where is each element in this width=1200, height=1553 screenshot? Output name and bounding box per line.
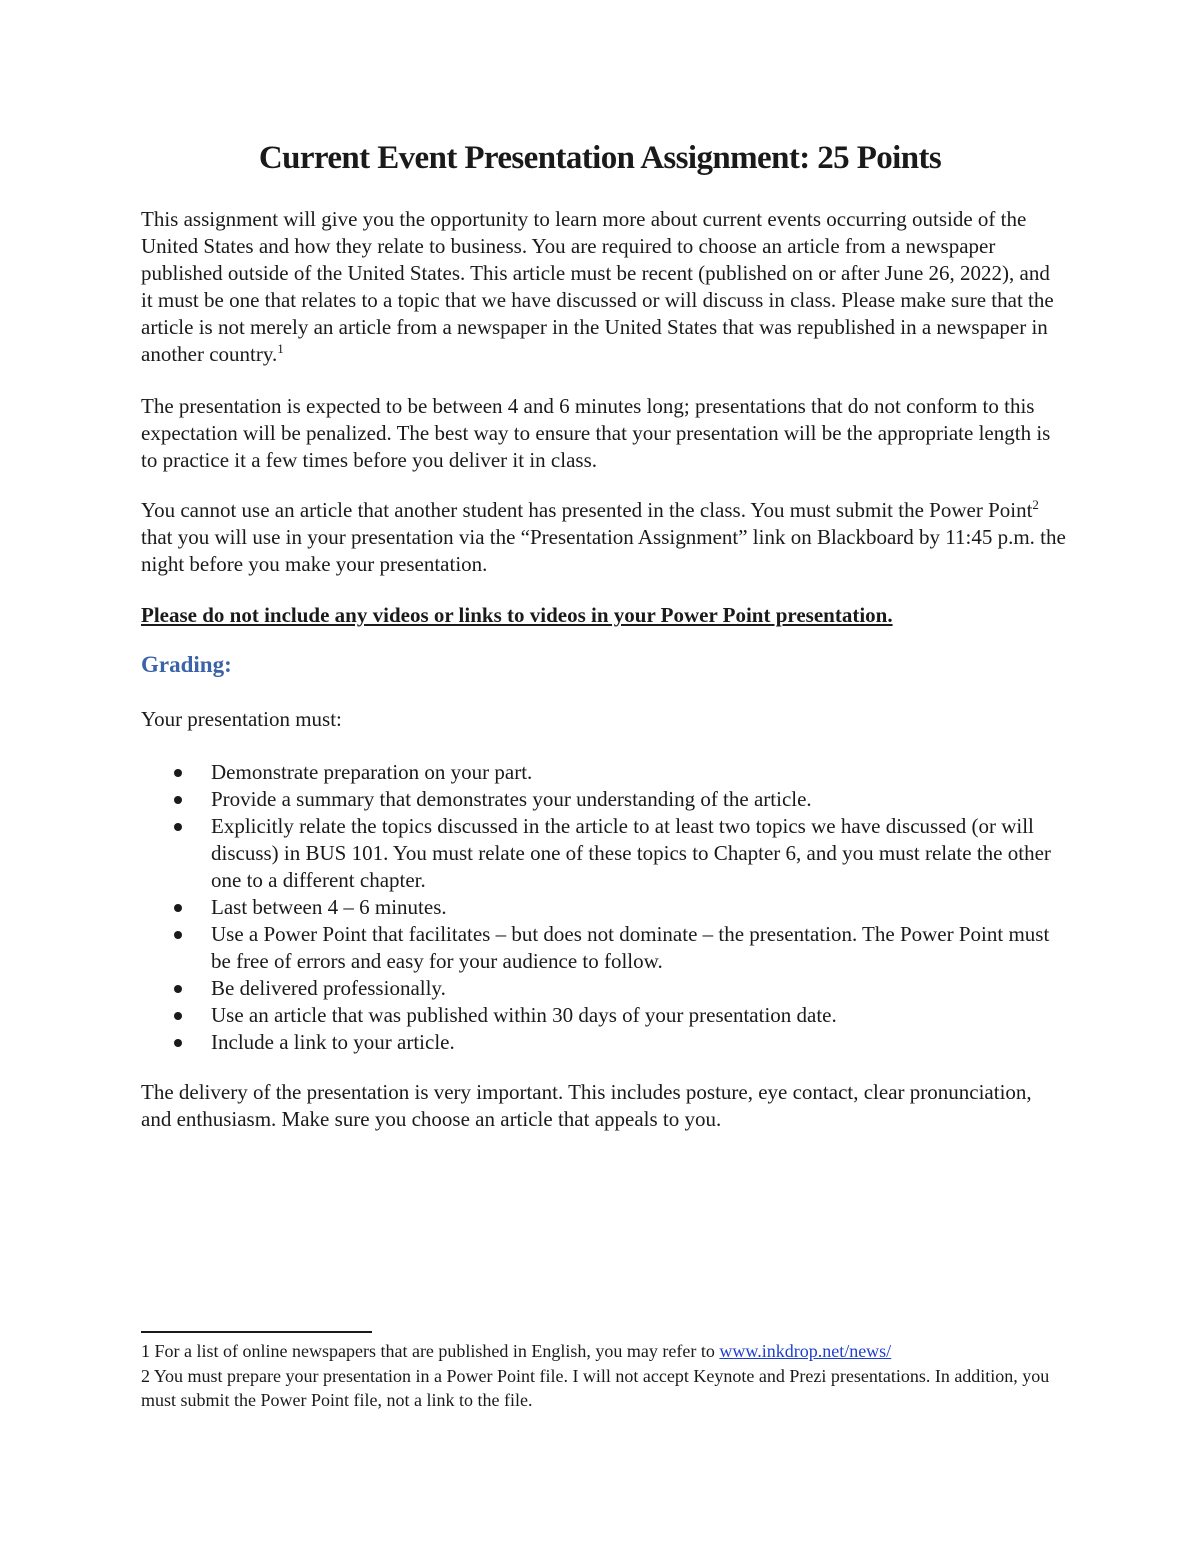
list-item-text: Use a Power Point that facilitates – but does not dominate – the presentation. The Power Point must be free of errors and easy for your audience to follow. xyxy=(211,922,1050,973)
video-notice: Please do not include any videos or links to videos in your Power Point presentation. xyxy=(141,603,893,627)
bullet-icon xyxy=(174,904,182,912)
footnote-1 xyxy=(141,1339,1066,1364)
bullet-icon xyxy=(174,823,182,831)
footnote-2 xyxy=(141,1364,1066,1413)
list-item xyxy=(141,813,1066,894)
grading-intro: Your presentation must: xyxy=(141,707,342,731)
list-item xyxy=(141,1029,1066,1056)
bullet-icon xyxy=(174,1012,182,1020)
footnote-ref-2: 2 xyxy=(1032,497,1039,512)
bullet-icon xyxy=(174,985,182,993)
bullet-icon xyxy=(174,796,182,804)
submission-paragraph xyxy=(141,497,1066,578)
grading-heading: Grading: xyxy=(141,652,232,677)
grading-criteria-list xyxy=(141,759,1066,1056)
list-item-text: Provide a summary that demonstrates your understanding of the article. xyxy=(211,787,812,811)
intro-paragraph xyxy=(141,206,1066,368)
list-item xyxy=(141,975,1066,1002)
inkdrop-news-link[interactable]: www.inkdrop.net/news/ xyxy=(719,1341,892,1361)
submission-paragraph-text-a: You cannot use an article that another student has presented in the class. You must submit the Power Point xyxy=(141,498,1033,522)
list-item xyxy=(141,1002,1066,1029)
submission-paragraph-text-b: that you will use in your presentation via the “Presentation Assignment” link on Blackboard by 11:45 p.m. the night before you make your presentation. xyxy=(141,525,1066,576)
footnote-1-number: 1 xyxy=(141,1341,150,1361)
bullet-icon xyxy=(174,769,182,777)
footnote-2-text: You must prepare your presentation in a Power Point file. I will not accept Keynote and Prezi presentations. In addition, you must submit the Power Point file, not a link to the file. xyxy=(141,1365,1050,1410)
list-item xyxy=(141,759,1066,786)
footnote-2-number: 2 xyxy=(141,1365,150,1386)
list-item xyxy=(141,786,1066,813)
list-item-text: Demonstrate preparation on your part. xyxy=(211,760,533,784)
page-title: Current Event Presentation Assignment: 25 Points xyxy=(258,140,942,176)
footnote-ref-1: 1 xyxy=(277,341,284,356)
list-item-text: Last between 4 – 6 minutes. xyxy=(211,895,447,919)
list-item-text: Use an article that was published within 30 days of your presentation date. xyxy=(211,1003,837,1027)
list-item-text: Be delivered professionally. xyxy=(211,976,446,1000)
list-item xyxy=(141,894,1066,921)
intro-paragraph-text: This assignment will give you the opportunity to learn more about current events occurring outside of the United States and how they relate to business. You are required to choose an article from a newspaper published outside of the United States. This article must be recent (published on or after June 26, 2022), and it must be one that relates to a topic that we have discussed or will discuss in class. Please make sure that the article is not merely an article from a newspaper in the United States that was republished in a newspaper in another country. xyxy=(141,207,1054,366)
list-item xyxy=(141,921,1066,975)
list-item-text: Explicitly relate the topics discussed in the article to at least two topics we have discussed (or will discuss) in BUS 101. You must relate one of these topics to Chapter 6, and you must relate the other one to a different chapter. xyxy=(211,814,1051,892)
bullet-icon xyxy=(174,931,182,939)
list-item-text: Include a link to your article. xyxy=(211,1030,455,1054)
footnote-1-text: For a list of online newspapers that are published in English, you may refer to xyxy=(150,1341,720,1361)
footnote-separator xyxy=(141,1331,372,1333)
length-paragraph: The presentation is expected to be between 4 and 6 minutes long; presentations that do not conform to this expectation will be penalized. The best way to ensure that your presentation will be the appropriate length is to practice it a few times before you deliver it in class. xyxy=(141,394,1051,472)
footnotes xyxy=(141,1339,1066,1413)
closing-paragraph: The delivery of the presentation is very important. This includes posture, eye contact, clear pronunciation, and enthusiasm. Make sure you choose an article that appeals to you. xyxy=(141,1080,1032,1131)
bullet-icon xyxy=(174,1039,182,1047)
